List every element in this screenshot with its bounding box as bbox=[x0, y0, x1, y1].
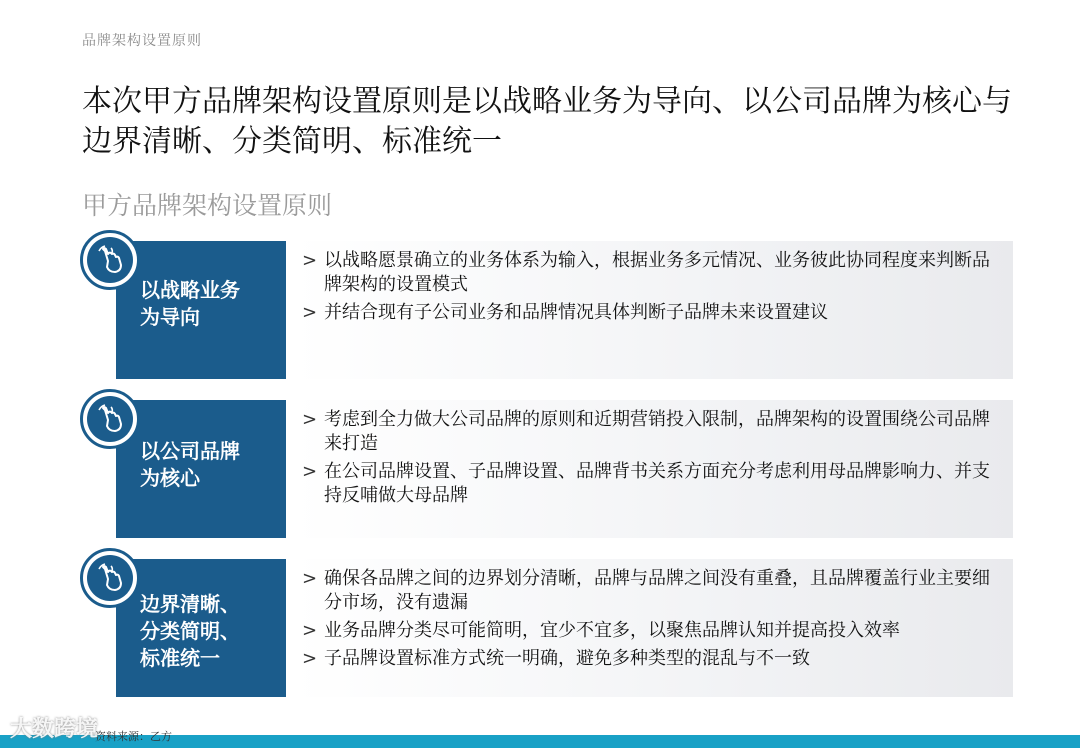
principle-row-company-brand bbox=[78, 395, 1013, 538]
bullet-list bbox=[302, 249, 992, 329]
bullet-item: > 确保各品牌之间的边界划分清晰，品牌与品牌之间没有重叠，且品牌覆盖行业主要细分市场，没有遗漏 bbox=[302, 567, 992, 615]
principle-label: 以战略业务 为导向 bbox=[140, 278, 240, 329]
hand-pointer-icon bbox=[80, 389, 140, 449]
principle-row-strategy bbox=[78, 236, 1013, 379]
section-subtitle: 甲方品牌架构设置原则 bbox=[82, 191, 333, 220]
watermark: 大数跨境 bbox=[10, 717, 99, 742]
page-title: 本次甲方品牌架构设置原则是以战略业务为导向、以公司品牌为核心与边界清晰、分类简明、标准统一 bbox=[82, 84, 1012, 159]
footer-source: 资料来源：乙方 bbox=[95, 730, 172, 743]
bullet-item: > 并结合现有子公司业务和品牌情况具体判断子品牌未来设置建议 bbox=[302, 301, 992, 325]
principle-detail-panel bbox=[294, 559, 1013, 697]
principle-label: 边界清晰、 分类简明、 标准统一 bbox=[140, 592, 240, 670]
topline-breadcrumb: 品牌架构设置原则 bbox=[82, 33, 202, 49]
bullet-item: > 以战略愿景确立的业务体系为输入，根据业务多元情况、业务彼此协同程度来判断品牌架构的设置模式 bbox=[302, 249, 992, 297]
principle-label-box bbox=[116, 400, 286, 538]
bullet-item: > 业务品牌分类尽可能简明，宜少不宜多，以聚焦品牌认知并提高投入效率 bbox=[302, 619, 992, 643]
bullet-item: > 子品牌设置标准方式统一明确，避免多种类型的混乱与不一致 bbox=[302, 647, 992, 671]
principle-label: 以公司品牌 为核心 bbox=[140, 439, 240, 490]
principle-label-box bbox=[116, 241, 286, 379]
bullet-list bbox=[302, 567, 992, 675]
bullet-item: > 在公司品牌设置、子品牌设置、品牌背书关系方面充分考虑利用母品牌影响力、并支持反哺做大母品牌 bbox=[302, 460, 992, 508]
principle-row-clear-boundaries bbox=[78, 554, 1013, 697]
hand-pointer-icon bbox=[80, 548, 140, 608]
principle-detail-panel bbox=[294, 400, 1013, 538]
principle-label-box bbox=[116, 559, 286, 697]
principle-detail-panel bbox=[294, 241, 1013, 379]
hand-pointer-icon bbox=[80, 230, 140, 290]
bullet-item: > 考虑到全力做大公司品牌的原则和近期营销投入限制，品牌架构的设置围绕公司品牌来打造 bbox=[302, 408, 992, 456]
bullet-list bbox=[302, 408, 992, 512]
